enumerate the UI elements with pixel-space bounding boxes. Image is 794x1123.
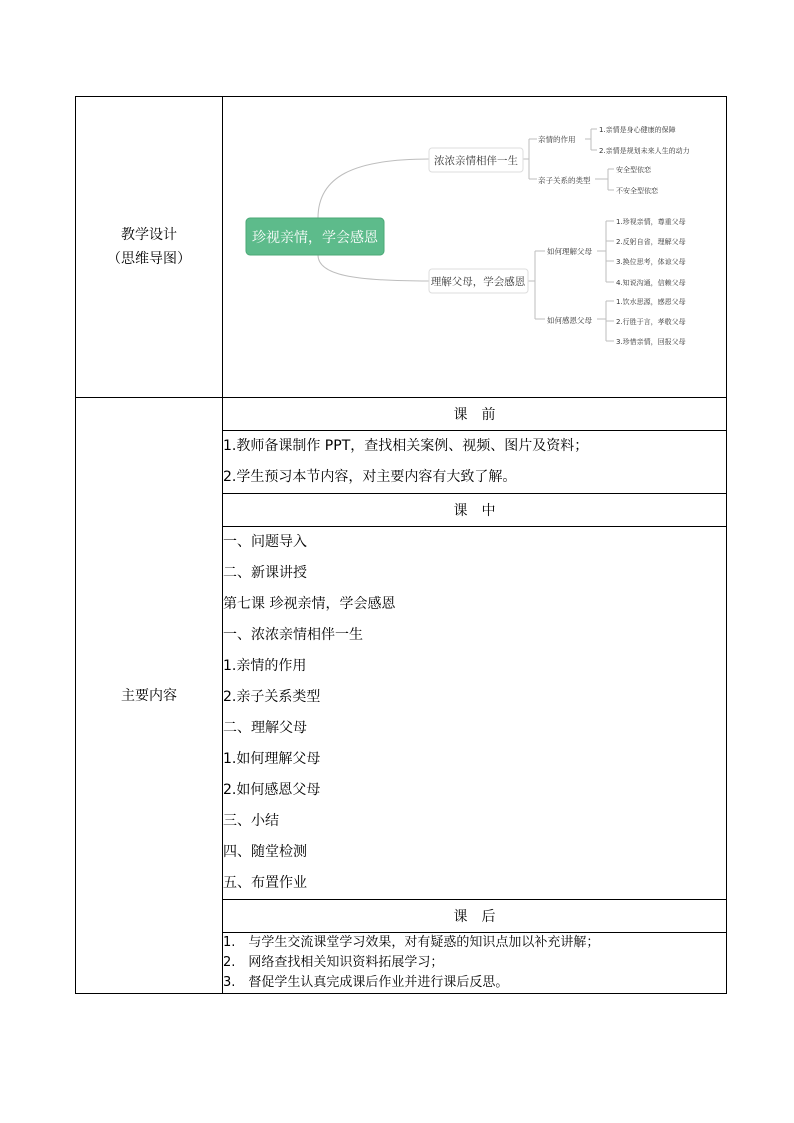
mindmap-row (76, 97, 727, 398)
in-class-line: 1.如何理解父母 (223, 751, 321, 767)
connector-sub1-leaves (585, 129, 597, 150)
after-class-line: 3. 督促学生认真完成课后作业并进行课后反思。 (223, 975, 509, 990)
before-class-header: 课 前 (223, 398, 727, 431)
after-class-header: 课 后 (223, 900, 727, 933)
leaf-label: 不安全型依恋 (616, 187, 658, 195)
leaf-label: 3.珍惜亲情，回报父母 (616, 338, 686, 346)
before-class-line: 1.教师备课制作 PPT，查找相关案例、视频、图片及资料； (223, 438, 589, 454)
content-label: 主要内容 (121, 687, 177, 704)
leaf-label: 1.饮水思源，感恩父母 (616, 298, 686, 306)
connector-root-branch2 (318, 255, 429, 281)
after-class-content (223, 933, 727, 994)
after-class-line: 1. 与学生交流课堂学习效果，对有疑惑的知识点加以补充讲解； (223, 935, 600, 950)
connector-branch2-subs (528, 251, 545, 319)
subtopic-label: 亲子关系的类型 (538, 176, 591, 185)
before-class-header-row (76, 398, 727, 431)
connector-sub2-leaves (595, 169, 614, 190)
in-class-line: 五、布置作业 (223, 875, 307, 891)
design-label-sub: （思维导图） (107, 251, 191, 267)
subtopic-label: 如何理解父母 (547, 247, 592, 256)
leaf-label: 1.亲情是身心健康的保障 (599, 126, 676, 134)
branch2-label: 理解父母，学会感恩 (430, 276, 526, 288)
in-class-line: 第七课 珍视亲情，学会感恩 (223, 596, 396, 612)
after-class-line: 2. 网络查找相关知识资料拓展学习； (223, 955, 444, 970)
connector-sub4-leaves (597, 301, 614, 341)
connector-branch1-subs (523, 139, 537, 179)
lesson-plan-table (75, 96, 727, 994)
subtopic-label: 亲情的作用 (538, 135, 576, 144)
mindmap (223, 97, 727, 397)
content-label-cell (76, 398, 223, 994)
in-class-line: 2.如何感恩父母 (223, 782, 321, 798)
mindmap-leaves (599, 125, 690, 347)
mindmap-subtopics (538, 134, 592, 325)
mindmap-cell (223, 97, 727, 398)
connector-root-branch1 (318, 159, 429, 218)
in-class-line: 1.亲情的作用 (223, 658, 307, 674)
leaf-label: 安全型依恋 (616, 166, 651, 174)
before-class-line: 2.学生预习本节内容，对主要内容有大致了解。 (223, 469, 517, 485)
in-class-line: 二、理解父母 (223, 720, 307, 736)
root-node-label: 珍视亲情，学会感恩 (252, 230, 378, 246)
in-class-line: 一、浓浓亲情相伴一生 (223, 627, 363, 643)
leaf-label: 2.行胜于言，孝敬父母 (616, 318, 686, 326)
branch1-label: 浓浓亲情相伴一生 (434, 155, 518, 167)
in-class-line: 三、小结 (223, 813, 279, 829)
leaf-label: 4.知说沟通，信赖父母 (616, 279, 686, 287)
in-class-header: 课 中 (223, 494, 727, 527)
before-class-content (223, 431, 727, 494)
in-class-line: 一、问题导入 (223, 534, 307, 550)
leaf-label: 3.换位思考，体谅父母 (616, 258, 686, 266)
in-class-line: 2.亲子关系类型 (223, 689, 321, 705)
leaf-label: 2.亲情是规划未来人生的动力 (599, 147, 690, 155)
design-label: 教学设计 (121, 227, 177, 243)
connector-sub3-leaves (597, 221, 614, 282)
in-class-content (223, 527, 727, 900)
leaf-label: 2.反躬自省，理解父母 (616, 238, 686, 246)
in-class-line: 四、随堂检测 (223, 844, 307, 860)
subtopic-label: 如何感恩父母 (547, 316, 592, 325)
leaf-label: 1.珍视亲情，尊重父母 (616, 218, 686, 226)
in-class-line: 二、新课讲授 (223, 565, 307, 581)
design-label-cell (76, 97, 223, 398)
